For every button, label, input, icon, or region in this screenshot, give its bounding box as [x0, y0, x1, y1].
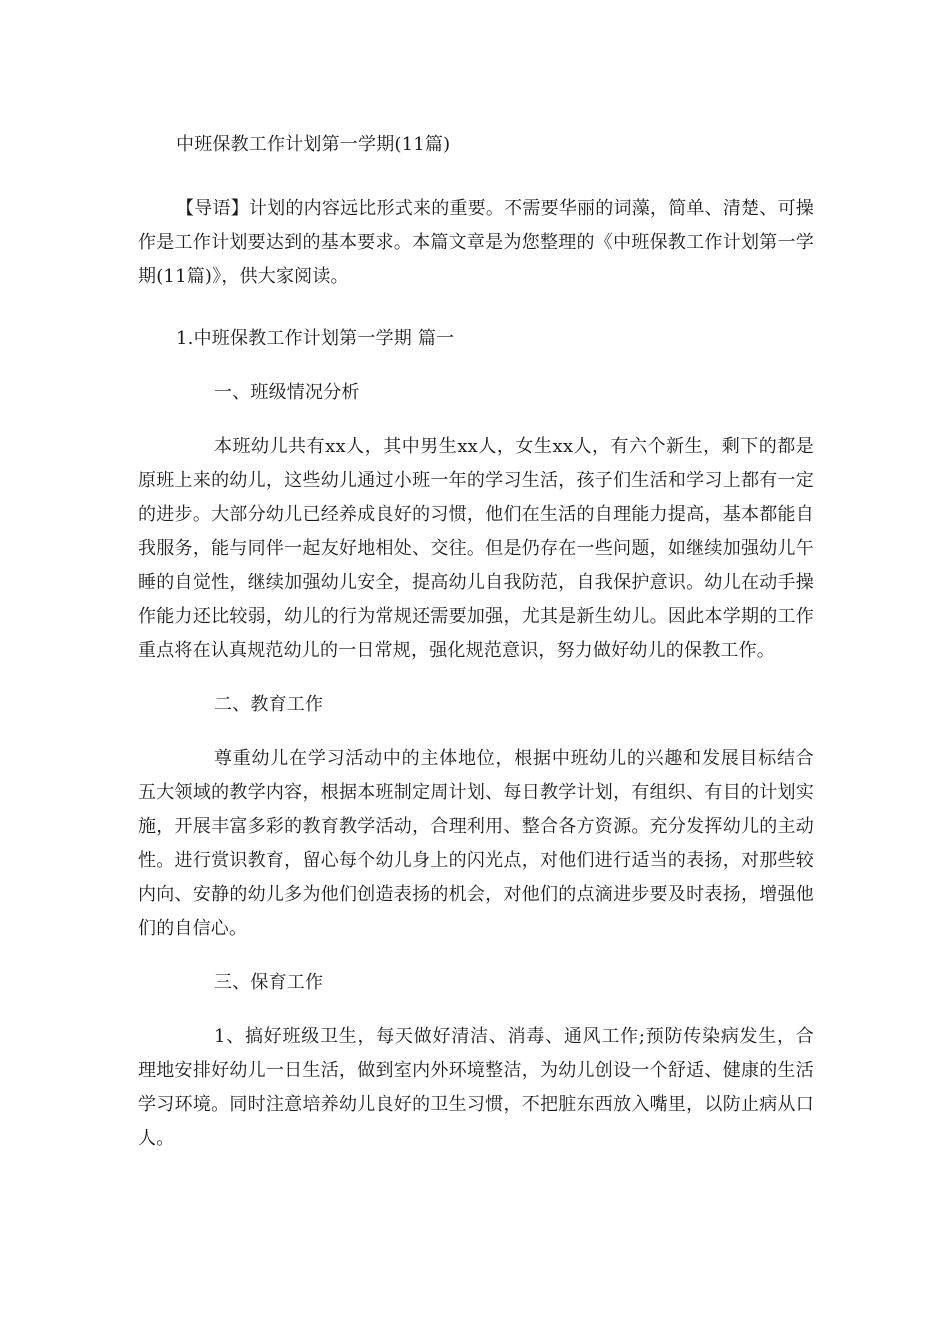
document-page [138, 118, 814, 1156]
section-title: 1.中班保教工作计划第一学期 篇一 [176, 328, 455, 349]
heading-education-work: 二、教育工作 [214, 694, 324, 715]
heading-class-analysis: 一、班级情况分析 [214, 382, 360, 403]
document-title: 中班保教工作计划第一学期(11篇) [176, 134, 451, 155]
intro-paragraph: 【导语】计划的内容远比形式来的重要。不需要华丽的词藻，简单、清楚、可操作是工作计划要达到的基本要求。本篇文章是为您整理的《中班保教工作计划第一学期(11篇)》，供大家阅读。 [138, 198, 814, 287]
paragraph-care-work: 1、搞好班级卫生，每天做好清洁、消毒、通风工作;预防传染病发生，合理地安排好幼儿一日生活，做到室内外环境整洁，为幼儿创设一个舒适、健康的生活学习环境。同时注意培养幼儿良好的卫生习惯，不把脏东西放入嘴里，以防止病从口人。 [138, 1026, 814, 1149]
paragraph-class-analysis: 本班幼儿共有xx人，其中男生xx人，女生xx人，有六个新生，剩下的都是原班上来的幼儿，这些幼儿通过小班一年的学习生活，孩子们生活和学习上都有一定的进步。大部分幼儿已经养成良好的习惯，他们在生活的自理能力提高，基本都能自我服务，能与同伴一起友好地相处、交往。但是仍存在一些问题，如继续加强幼儿午睡的自觉性，继续加强幼儿安全，提高幼儿自我防范，自我保护意识。幼儿在动手操作能力还比较弱，幼儿的行为常规还需要加强，尤其是新生幼儿。因此本学期的工作重点将在认真规范幼儿的一日常规，强化规范意识，努力做好幼儿的保教工作。 [138, 436, 814, 661]
paragraph-education-work: 尊重幼儿在学习活动中的主体地位，根据中班幼儿的兴趣和发展目标结合五大领域的教学内容，根据本班制定周计划、每日教学计划，有组织、有目的计划实施，开展丰富多彩的教育教学活动，合理利用、整合各方资源。充分发挥幼儿的主动性。进行赏识教育，留心每个幼儿身上的闪光点，对他们进行适当的表扬，对那些较内向、安静的幼儿多为他们创造表扬的机会，对他们的点滴进步要及时表扬，增强他们的自信心。 [138, 748, 814, 939]
heading-care-work: 三、保育工作 [214, 972, 324, 993]
